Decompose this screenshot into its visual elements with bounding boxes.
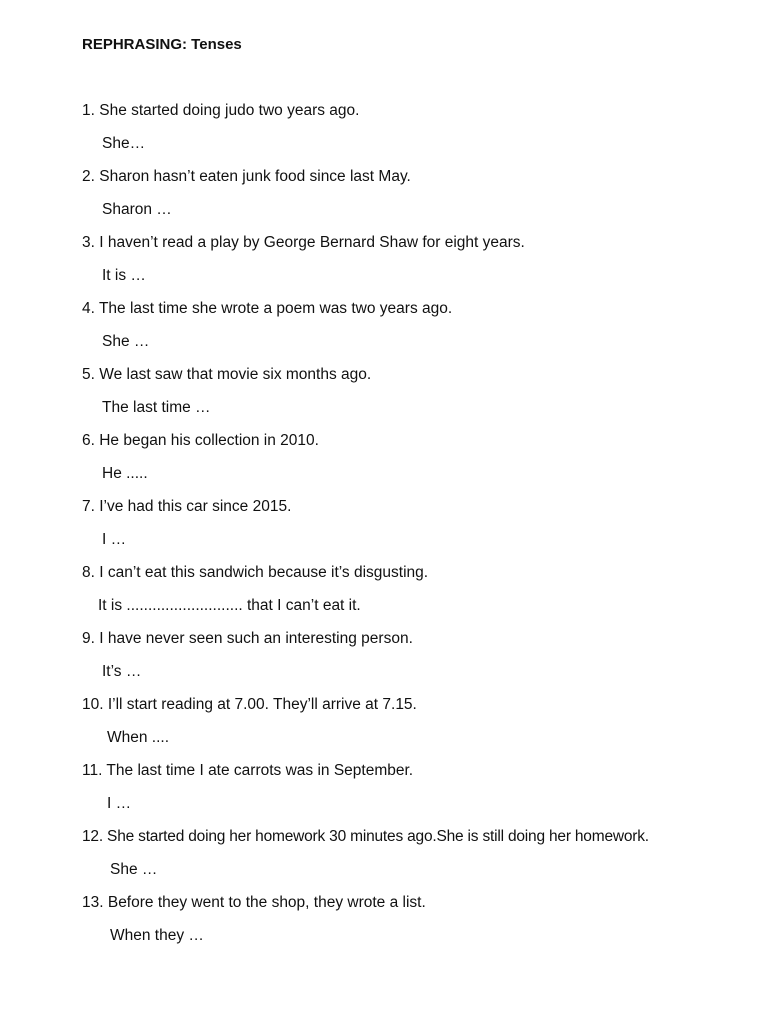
exercise-prompt-6: 6. He began his collection in 2010.	[82, 432, 319, 449]
exercise-prompt-7: 7. I’ve had this car since 2015.	[82, 498, 292, 515]
answer-start-13: When they …	[110, 927, 204, 944]
exercise-prompt-3: 3. I haven’t read a play by George Bernard Shaw for eight years.	[82, 234, 525, 251]
answer-start-9: It’s …	[102, 663, 142, 680]
exercise-prompt-4: 4. The last time she wrote a poem was two years ago.	[82, 300, 453, 317]
exercise-prompt-11: 11. The last time I ate carrots was in September.	[82, 762, 414, 779]
answer-start-1: She…	[102, 135, 146, 152]
exercise-prompt-2: 2. Sharon hasn’t eaten junk food since last May.	[82, 168, 411, 185]
answer-start-6: He .....	[102, 465, 148, 482]
exercise-prompt-13: 13. Before they went to the shop, they wrote a list.	[82, 894, 426, 911]
exercise-prompt-12: 12. She started doing her homework 30 minutes ago.She is still doing her homework.	[82, 828, 649, 845]
answer-start-8: It is ........................... that I can’t eat it.	[98, 597, 361, 614]
exercise-prompt-1: 1. She started doing judo two years ago.	[82, 102, 360, 119]
answer-start-12: She …	[110, 861, 158, 878]
exercise-prompt-9: 9. I have never seen such an interesting person.	[82, 630, 413, 647]
exercise-prompt-8: 8. I can’t eat this sandwich because it’s disgusting.	[82, 564, 429, 581]
answer-start-11: I …	[107, 795, 132, 812]
answer-start-3: It is …	[102, 267, 146, 284]
answer-start-5: The last time …	[102, 399, 211, 416]
exercise-prompt-10: 10. I’ll start reading at 7.00. They’ll arrive at 7.15.	[82, 696, 417, 713]
answer-start-7: I …	[102, 531, 127, 548]
exercise-prompt-5: 5. We last saw that movie six months ago.	[82, 366, 372, 383]
answer-start-2: Sharon …	[102, 201, 172, 218]
answer-start-4: She …	[102, 333, 150, 350]
answer-start-10: When ....	[107, 729, 170, 746]
page-title: REPHRASING: Tenses	[82, 36, 242, 53]
